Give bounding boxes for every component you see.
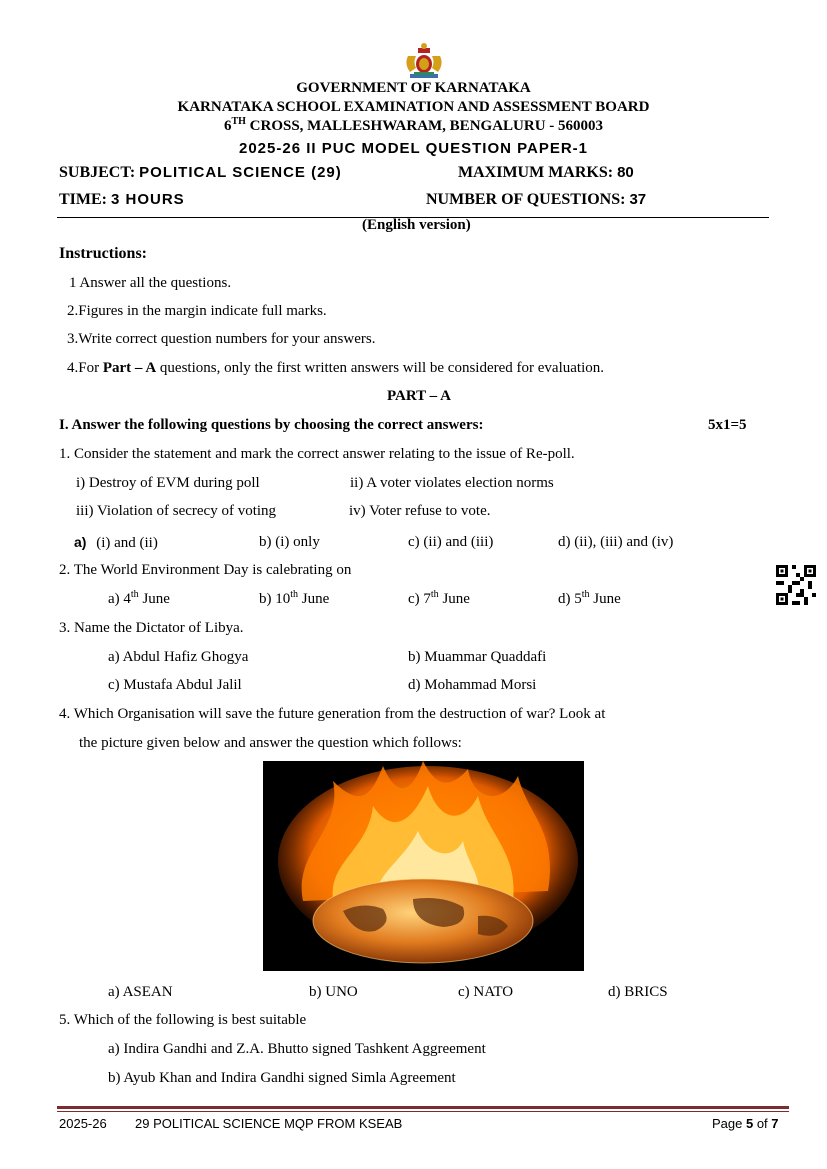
footer-year: 2025-26: [59, 1116, 107, 1131]
q2-option-c[interactable]: [408, 591, 470, 608]
time-value: 3 HOURS: [111, 191, 185, 208]
q3-option-d[interactable]: d) Mohammad Morsi: [408, 677, 537, 693]
instruction-item-3: 3.Write correct question numbers for your answers.: [67, 331, 376, 347]
q2-option-d-sup: th: [581, 589, 590, 600]
q1-option-a-letter: a): [74, 534, 87, 550]
q2-option-c-sup: th: [430, 589, 439, 600]
q4-option-d[interactable]: d) BRICS: [608, 984, 668, 1000]
q3-option-a[interactable]: a) Abdul Hafiz Ghogya: [108, 649, 249, 665]
q2-option-a-post: June: [138, 591, 170, 607]
header-board: KARNATAKA SCHOOL EXAMINATION AND ASSESSMENT BOARD: [177, 99, 650, 115]
q1-option-a-text: (i) and (ii): [96, 535, 158, 551]
q2-option-b-sup: th: [290, 589, 299, 600]
q5-option-b[interactable]: b) Ayub Khan and Indira Gandhi signed Simla Agreement: [108, 1070, 456, 1086]
instruction-item-4-bold: Part – A: [102, 360, 157, 376]
num-questions-label: NUMBER OF QUESTIONS:: [426, 191, 626, 208]
address-rest: CROSS, MALLESHWARAM, BENGALURU - 560003: [245, 118, 604, 134]
num-questions-line: [426, 191, 646, 209]
q4-text-line1: 4. Which Organisation will save the future generation from the destruction of war? Look at: [59, 706, 606, 722]
burning-globe-image: [263, 761, 584, 971]
q1-option-b[interactable]: b) (i) only: [259, 534, 320, 550]
header-government: GOVERNMENT OF KARNATAKA: [296, 80, 531, 96]
q2-option-a-pre: a) 4: [108, 591, 131, 607]
q1-statement-3: iii) Violation of secrecy of voting: [76, 503, 277, 519]
q2-option-c-pre: c) 7: [408, 591, 431, 607]
q2-option-d[interactable]: [558, 591, 621, 608]
q1-option-d[interactable]: d) (ii), (iii) and (iv): [558, 534, 674, 550]
max-marks-label: MAXIMUM MARKS:: [458, 164, 614, 181]
section-marks: 5x1=5: [708, 417, 747, 433]
q1-option-a[interactable]: [74, 534, 158, 552]
instruction-item-1: 1 Answer all the questions.: [69, 275, 232, 291]
q3-text: 3. Name the Dictator of Libya.: [59, 620, 244, 636]
footer-page-total: 7: [771, 1116, 779, 1131]
num-questions-value: 37: [629, 191, 647, 208]
q2-option-d-post: June: [589, 591, 621, 607]
q1-text: 1. Consider the statement and mark the correct answer relating to the issue of Re-poll.: [59, 446, 575, 462]
footer-page-of: of: [753, 1116, 772, 1131]
q5-text: 5. Which of the following is best suitable: [59, 1012, 307, 1028]
qr-code-icon: [776, 565, 816, 605]
instructions-heading: Instructions:: [59, 245, 148, 262]
q2-text: 2. The World Environment Day is calebrating on: [59, 562, 352, 578]
q4-option-a[interactable]: a) ASEAN: [108, 984, 173, 1000]
q4-text-line2: the picture given below and answer the question which follows:: [79, 735, 462, 751]
q4-option-c[interactable]: c) NATO: [458, 984, 514, 1000]
q2-option-c-post: June: [438, 591, 470, 607]
footer-rule-thick: [57, 1106, 789, 1109]
address-ordinal: 6: [223, 118, 232, 134]
address-sup: TH: [231, 116, 246, 127]
q2-option-b[interactable]: [259, 591, 329, 608]
q2-option-b-post: June: [298, 591, 330, 607]
instruction-item-4-pre: 4.For: [67, 360, 103, 376]
footer-title: 29 POLITICAL SCIENCE MQP FROM KSEAB: [135, 1116, 403, 1131]
paper-title: 2025-26 II PUC MODEL QUESTION PAPER-1: [238, 140, 589, 157]
footer-page: [712, 1116, 779, 1131]
time-line: [59, 191, 185, 209]
header-address: [0, 118, 827, 135]
q5-option-a[interactable]: a) Indira Gandhi and Z.A. Bhutto signed Tashkent Aggreement: [108, 1041, 486, 1057]
q1-statement-4: iv) Voter refuse to vote.: [349, 503, 491, 519]
footer-page-label: Page: [712, 1116, 746, 1131]
footer-page-num: 5: [745, 1116, 754, 1131]
subject-value: POLITICAL SCIENCE (29): [139, 164, 342, 181]
instruction-item-4: [67, 360, 604, 377]
instruction-item-2: 2.Figures in the margin indicate full marks.: [67, 303, 327, 319]
footer-rule-thin: [57, 1111, 789, 1112]
q4-option-b[interactable]: b) UNO: [309, 984, 358, 1000]
q2-option-d-pre: d) 5: [558, 591, 582, 607]
version-label: (English version): [362, 217, 471, 233]
karnataka-emblem-icon: [402, 42, 446, 80]
q2-option-a[interactable]: [108, 591, 170, 608]
q3-option-c[interactable]: c) Mustafa Abdul Jalil: [108, 677, 242, 693]
max-marks-line: [458, 164, 634, 182]
q1-statement-1: i) Destroy of EVM during poll: [76, 475, 260, 491]
section-heading: I. Answer the following questions by choosing the correct answers:: [59, 417, 484, 433]
q1-statement-2: ii) A voter violates election norms: [350, 475, 554, 491]
part-a-title: PART – A: [387, 388, 451, 404]
time-label: TIME:: [59, 191, 107, 208]
subject-line: [59, 164, 342, 182]
q2-option-b-pre: b) 10: [259, 591, 291, 607]
max-marks-value: 80: [617, 164, 634, 181]
q1-option-c[interactable]: c) (ii) and (iii): [408, 534, 494, 550]
q2-option-a-sup: th: [130, 589, 139, 600]
subject-label: SUBJECT:: [59, 164, 136, 181]
instruction-item-4-post: questions, only the first written answers will be considered for evaluation.: [156, 360, 604, 376]
q3-option-b[interactable]: b) Muammar Quaddafi: [408, 649, 547, 665]
